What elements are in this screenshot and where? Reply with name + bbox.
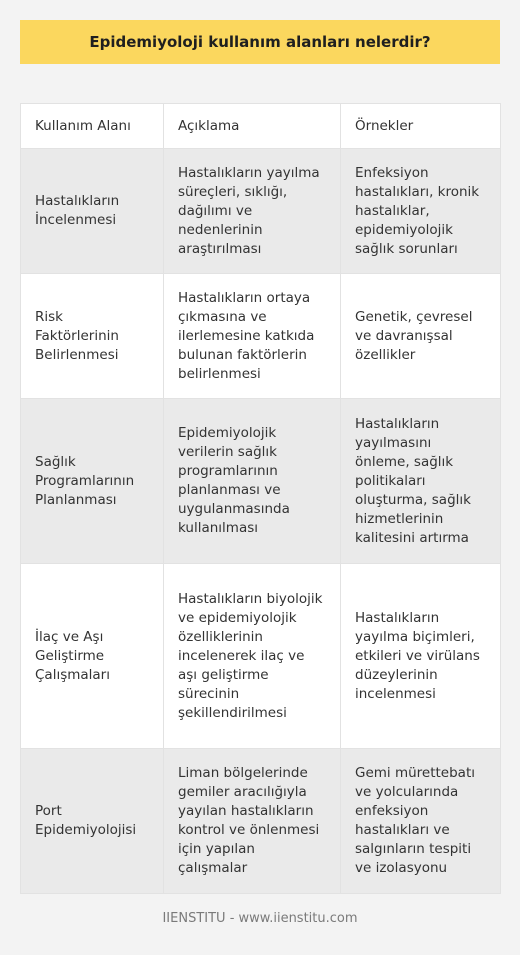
cell-usage-area: Port Epidemiyolojisi	[21, 749, 164, 894]
cell-usage-area: Risk Faktörlerinin Belirlenmesi	[21, 274, 164, 399]
cell-examples: Enfeksiyon hastalıkları, kronik hastalıklar, epidemiyolojik sağlık sorunları	[341, 149, 501, 274]
cell-description: Hastalıkların yayılma süreçleri, sıklığı, dağılımı ve nedenlerinin araştırılması	[164, 149, 341, 274]
header-description: Açıklama	[164, 104, 341, 149]
usage-table	[20, 103, 501, 894]
cell-description: Liman bölgelerinde gemiler aracılığıyla yayılan hastalıkların kontrol ve önlenmesi için yapılan çalışmalar	[164, 749, 341, 894]
cell-usage-area: İlaç ve Aşı Geliştirme Çalışmaları	[21, 564, 164, 749]
cell-usage-area: Sağlık Programlarının Planlanması	[21, 399, 164, 564]
table-row	[21, 564, 501, 749]
footer-credit: IIENSTITU - www.iienstitu.com	[162, 911, 358, 926]
header-examples: Örnekler	[341, 104, 501, 149]
cell-usage-area: Hastalıkların İncelenmesi	[21, 149, 164, 274]
cell-examples: Hastalıkların yayılmasını önleme, sağlık politikaları oluşturma, sağlık hizmetlerinin kalitesini artırma	[341, 399, 501, 564]
cell-examples: Genetik, çevresel ve davranışsal özellikler	[341, 274, 501, 399]
table-row	[21, 749, 501, 894]
cell-examples: Gemi mürettebatı ve yolcularında enfeksiyon hastalıkları ve salgınların tespiti ve izolasyonu	[341, 749, 501, 894]
title-text: Epidemiyoloji kullanım alanları nelerdir?	[89, 33, 431, 51]
table-row	[21, 274, 501, 399]
cell-description: Hastalıkların ortaya çıkmasına ve ilerlemesine katkıda bulunan faktörlerin belirlenmesi	[164, 274, 341, 399]
table-header-row	[21, 104, 501, 149]
header-usage-area: Kullanım Alanı	[21, 104, 164, 149]
page-title	[20, 20, 500, 64]
cell-description: Epidemiyolojik verilerin sağlık programlarının planlanması ve uygulanmasında kullanılması	[164, 399, 341, 564]
table-row	[21, 399, 501, 564]
cell-description: Hastalıkların biyolojik ve epidemiyolojik özelliklerinin incelenerek ilaç ve aşı geliştirme sürecinin şekillendirilmesi	[164, 564, 341, 749]
cell-examples: Hastalıkların yayılma biçimleri, etkileri ve virülans düzeylerinin incelenmesi	[341, 564, 501, 749]
table-row	[21, 149, 501, 274]
